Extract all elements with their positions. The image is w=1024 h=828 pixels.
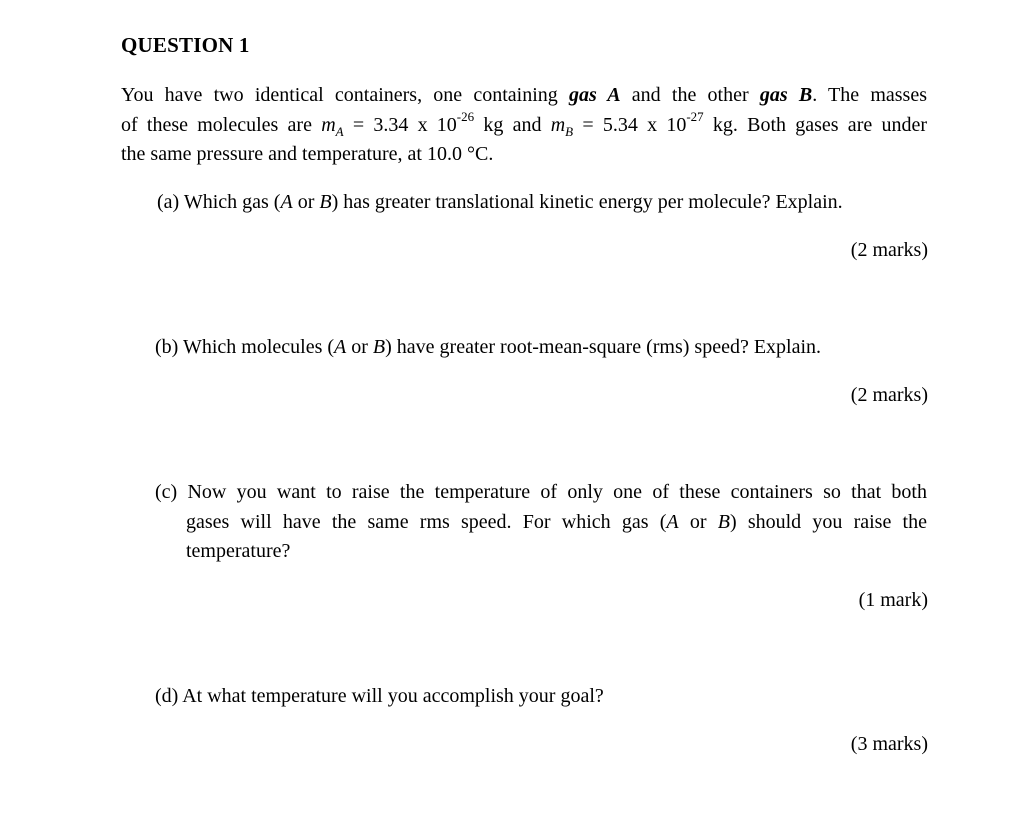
gas-a-label: gas A <box>569 84 621 106</box>
part-c-marks: (1 mark) <box>858 589 928 611</box>
part-c-line-2: gases will have the same rms speed. For which gas (A or B) should you raise the <box>186 510 927 533</box>
part-c-question <box>155 478 927 567</box>
mass-b-expression: $m_B = 5.34$ x $10^{-27}$ <box>550 108 704 139</box>
part-c-line-1: (c) Now you want to raise the temperature of only one of these containers so that both <box>155 481 927 503</box>
intro-line-3: the same pressure and temperature, at 10.0 °C. <box>121 143 494 165</box>
part-a-marks: (2 marks) <box>850 239 928 261</box>
mass-a-expression: $m_A = 3.34$ x $10^{-26}$ <box>321 108 475 139</box>
part-b-marks: (2 marks) <box>850 384 928 406</box>
part-a-question: (a) Which gas (A or B) has greater translational kinetic energy per molecule? Explain. <box>157 191 843 213</box>
part-d-marks: (3 marks) <box>850 733 928 755</box>
question-heading: QUESTION 1 <box>121 33 250 57</box>
gas-b-label: gas B <box>759 84 813 106</box>
part-c-line-3: temperature? <box>186 540 291 562</box>
intro-line-2: of these molecules are $m_A = 3.34$ x $10^{-26}$ kg and $m_B = 5.34$ x $10^{-27}$ kg. Both gases are under <box>121 108 927 139</box>
part-b-question: (b) Which molecules (A or B) have greater root-mean-square (rms) speed? Explain. <box>155 336 822 358</box>
question-intro <box>121 81 927 170</box>
intro-line-1: You have two identical containers, one containing gas A and the other gas B. The masses <box>121 84 927 106</box>
part-d-question: (d) At what temperature will you accomplish your goal? <box>155 685 604 707</box>
